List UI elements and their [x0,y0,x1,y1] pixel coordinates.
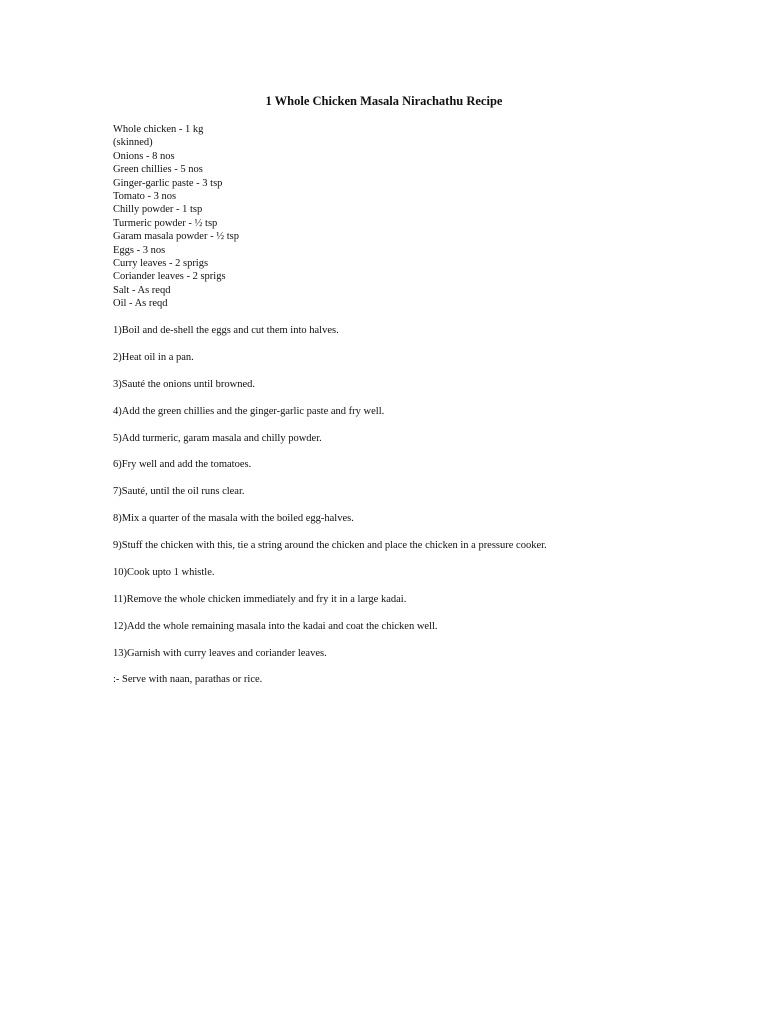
ingredient-item: Oil - As reqd [113,298,168,310]
step-item: 13)Garnish with curry leaves and coriander leaves. [113,647,327,659]
step-item: 4)Add the green chillies and the ginger-garlic paste and fry well. [113,405,385,417]
step-item: 3)Sauté the onions until browned. [113,378,256,390]
steps-list [113,324,547,674]
page-title: 1 Whole Chicken Masala Nirachathu Recipe [265,94,503,108]
step-item: 2)Heat oil in a pan. [113,351,194,363]
ingredient-item: Onions - 8 nos [113,150,175,162]
step-item: 8)Mix a quarter of the masala with the boiled egg-halves. [113,513,354,525]
ingredient-item: Tomato - 3 nos [113,191,177,203]
step-item: 11)Remove the whole chicken immediately and fry it in a large kadai. [113,593,407,605]
step-item: 5)Add turmeric, garam masala and chilly powder. [113,432,322,444]
ingredient-item: Ginger-garlic paste - 3 tsp [113,177,223,189]
ingredient-item: (skinned) [113,137,153,149]
step-item: 12)Add the whole remaining masala into the kadai and coat the chicken well. [113,620,438,632]
step-item: 9)Stuff the chicken with this, tie a string around the chicken and place the chicken in a pressure cooker. [113,540,547,552]
step-item: 7)Sauté, until the oil runs clear. [113,486,245,498]
step-item: 6)Fry well and add the tomatoes. [113,459,252,471]
ingredient-item: Turmeric powder - ½ tsp [113,217,218,229]
step-item: 1)Boil and de-shell the eggs and cut them into halves. [113,325,339,336]
ingredient-item: Coriander leaves - 2 sprigs [113,271,226,283]
ingredient-item: Garam masala powder - ½ tsp [113,231,239,243]
ingredient-item: Whole chicken - 1 kg [113,124,204,135]
ingredient-item: Green chillies - 5 nos [113,164,203,176]
step-item: 10)Cook upto 1 whistle. [113,567,215,579]
ingredient-item: Salt - As reqd [113,284,171,296]
ingredients-list [113,123,239,311]
ingredient-item: Chilly powder - 1 tsp [113,204,203,216]
ingredient-item: Curry leaves - 2 sprigs [113,258,209,270]
serving-note: :- Serve with naan, parathas or rice. [113,674,263,685]
ingredient-item: Eggs - 3 nos [113,244,166,256]
